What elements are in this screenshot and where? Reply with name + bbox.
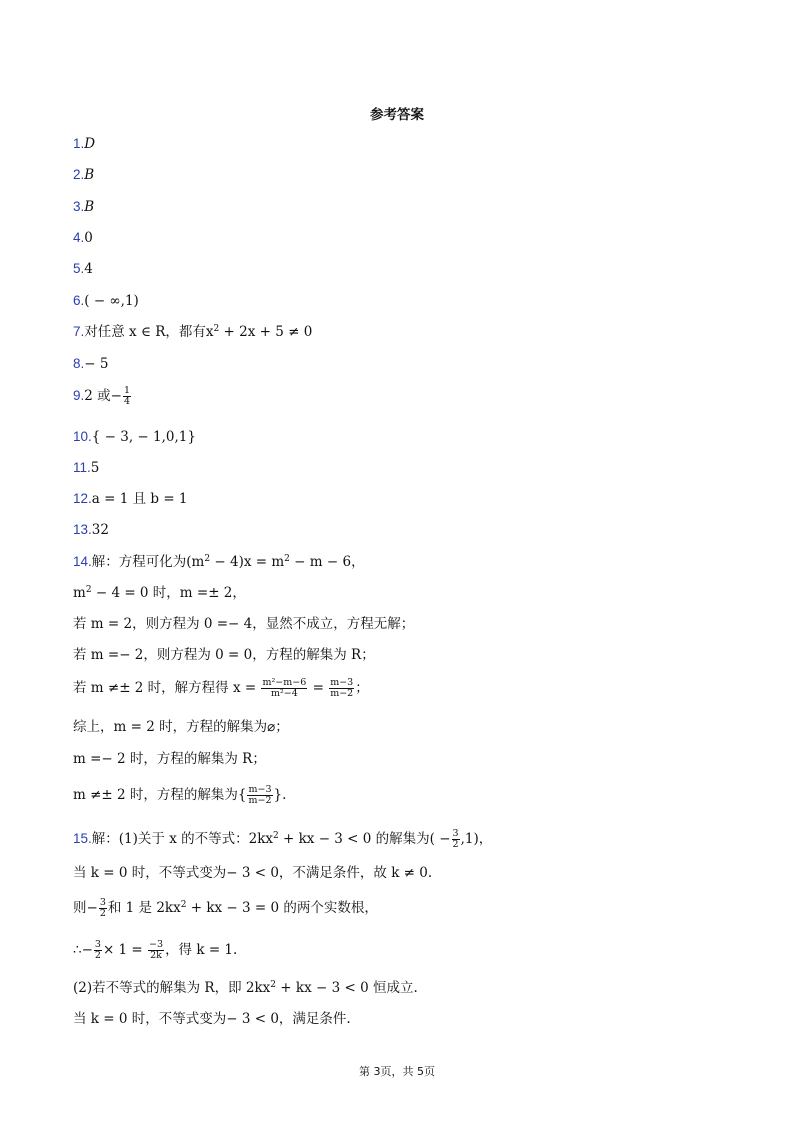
solution-text: ； (355, 680, 369, 696)
solution-text: × 1 = (102, 942, 148, 958)
exponent: 2 (204, 554, 211, 564)
solution-text: ，得 k = 1. (165, 942, 238, 958)
q14-line-6: 综上，m = 2 时，方程的解集为⌀； (73, 719, 289, 735)
answer-text: 2 或− (84, 388, 122, 404)
solution-text: m (73, 585, 86, 601)
answer-number: 4. (73, 230, 85, 245)
answer-number: 15. (73, 831, 92, 846)
fraction-denominator: 2 (94, 950, 101, 961)
answer-text: { − 3, − 1,0,1} (91, 429, 196, 445)
answer-text: a = 1 且 b = 1 (91, 491, 188, 507)
answer-number: 10. (73, 429, 92, 444)
fraction-numerator: m²−m−6 (262, 677, 307, 688)
solution-text: − 4 = 0 时，m =± 2， (91, 585, 246, 601)
answer-number: 9. (73, 388, 85, 403)
answer-number: 13. (73, 522, 92, 537)
exponent: 2 (272, 831, 279, 841)
q14-line-7: m =− 2 时，方程的解集为 R； (73, 751, 266, 767)
solution-text: + kx − 3 < 0 恒成立. (276, 980, 418, 996)
fraction (123, 386, 131, 407)
fraction (94, 940, 102, 961)
fraction-denominator: 2 (99, 908, 106, 919)
answer-8 (73, 355, 108, 373)
q14-line-1 (73, 553, 365, 571)
q15-line-4 (73, 940, 237, 961)
fraction-denominator: 2k (150, 950, 162, 961)
answer-number: 1. (73, 136, 85, 151)
answer-number: 2. (73, 167, 85, 182)
q14-line-4: 若 m =− 2，则方程为 0 = 0，方程的解集为 R； (73, 647, 375, 663)
answer-number: 7. (73, 324, 85, 339)
fraction-numerator: m−3 (330, 677, 354, 688)
fraction-numerator: 3 (99, 897, 106, 908)
answer-text: ( − ∞,1) (84, 293, 139, 309)
answer-number: 5. (73, 261, 85, 276)
exponent: 2 (284, 554, 290, 564)
q14-line-3: 若 m = 2，则方程为 0 =− 4，显然不成立，方程无解； (73, 616, 415, 632)
solution-text: + kx − 3 = 0 的两个实数根， (186, 900, 378, 916)
fraction-denominator: m−2 (248, 795, 272, 806)
q15-line-1 (73, 829, 492, 850)
solution-text: 解：方程可化为(m (91, 554, 205, 570)
q15-line-5 (73, 979, 418, 997)
answer-9 (73, 386, 132, 407)
answer-text: + 2x + 5 ≠ 0 (219, 324, 313, 340)
fraction-numerator: 1 (123, 385, 131, 396)
solution-text: + kx − 3 < 0 的解集为( − (278, 831, 451, 847)
q14-line-8 (73, 785, 286, 806)
answer-text: B (84, 199, 95, 215)
solution-text: m ≠± 2 时，方程的解集为{ (73, 787, 247, 803)
exponent: 2 (213, 324, 220, 334)
page-footer: 第 3页，共 5页 (359, 1065, 435, 1078)
answer-text: B (84, 167, 95, 183)
solution-text: (2)若不等式的解集为 R，即 2kx (73, 980, 271, 996)
answer-10 (73, 428, 196, 446)
page-title: 参考答案 (370, 107, 424, 123)
q15-line-2: 当 k = 0 时，不等式变为− 3 < 0，不满足条件，故 k ≠ 0. (73, 865, 433, 881)
solution-text: 则− (73, 900, 98, 916)
fraction-numerator: 3 (94, 939, 101, 950)
solution-text: 若 m ≠± 2 时，解方程得 x = (73, 680, 261, 696)
fraction-denominator: 4 (123, 396, 131, 407)
fraction (261, 678, 307, 699)
solution-text: ,1)， (460, 831, 493, 847)
answer-7 (73, 323, 312, 341)
solution-text: − m − 6， (289, 554, 365, 570)
answer-4 (73, 229, 93, 247)
answer-12 (73, 490, 188, 508)
solution-text: 解：(1)关于 x 的不等式：2kx (91, 831, 273, 847)
answer-number: 3. (73, 199, 85, 214)
answer-6 (73, 292, 139, 310)
exponent: 2 (85, 585, 92, 595)
q14-line-5 (73, 678, 369, 699)
solution-text: 和 1 是 2kx (107, 900, 181, 916)
fraction (99, 898, 107, 919)
fraction-denominator: m²−4 (270, 688, 298, 699)
answer-13 (73, 521, 109, 539)
fraction-numerator: −3 (149, 939, 164, 950)
exponent: 2 (180, 900, 187, 910)
answer-text: 32 (91, 522, 109, 538)
answer-1 (73, 135, 95, 153)
fraction-denominator: m−2 (330, 688, 354, 699)
solution-text: − 4)x = m (210, 554, 285, 570)
q14-line-2 (73, 584, 246, 602)
fraction (452, 829, 460, 850)
answer-text: 0 (84, 230, 93, 246)
fraction (329, 678, 354, 699)
answer-text: 4 (84, 261, 93, 277)
exponent: 2 (270, 980, 276, 990)
q15-line-3 (73, 898, 378, 919)
solution-text: }. (273, 787, 287, 803)
q15-line-6: 当 k = 0 时，不等式变为− 3 < 0，满足条件. (73, 1011, 351, 1027)
answer-number: 12. (73, 491, 92, 506)
answer-text: 5 (90, 460, 100, 476)
fraction-numerator: 3 (452, 828, 459, 839)
answer-11 (73, 459, 99, 477)
answer-number: 6. (73, 293, 85, 308)
answer-3 (73, 198, 94, 216)
answer-number: 14. (73, 554, 92, 569)
fraction-denominator: 2 (452, 839, 459, 850)
answer-number: 11. (73, 460, 91, 475)
answer-number: 8. (73, 356, 85, 371)
solution-text: ∴− (73, 942, 93, 958)
answer-text: 对任意 x ∈ R，都有x (84, 324, 214, 340)
answer-2 (73, 166, 94, 184)
solution-text: = (308, 680, 329, 696)
answer-text: D (84, 136, 96, 152)
fraction (148, 940, 164, 961)
answer-5 (73, 260, 93, 278)
fraction (247, 785, 272, 806)
fraction-numerator: m−3 (248, 784, 272, 795)
answer-text: − 5 (84, 356, 109, 372)
